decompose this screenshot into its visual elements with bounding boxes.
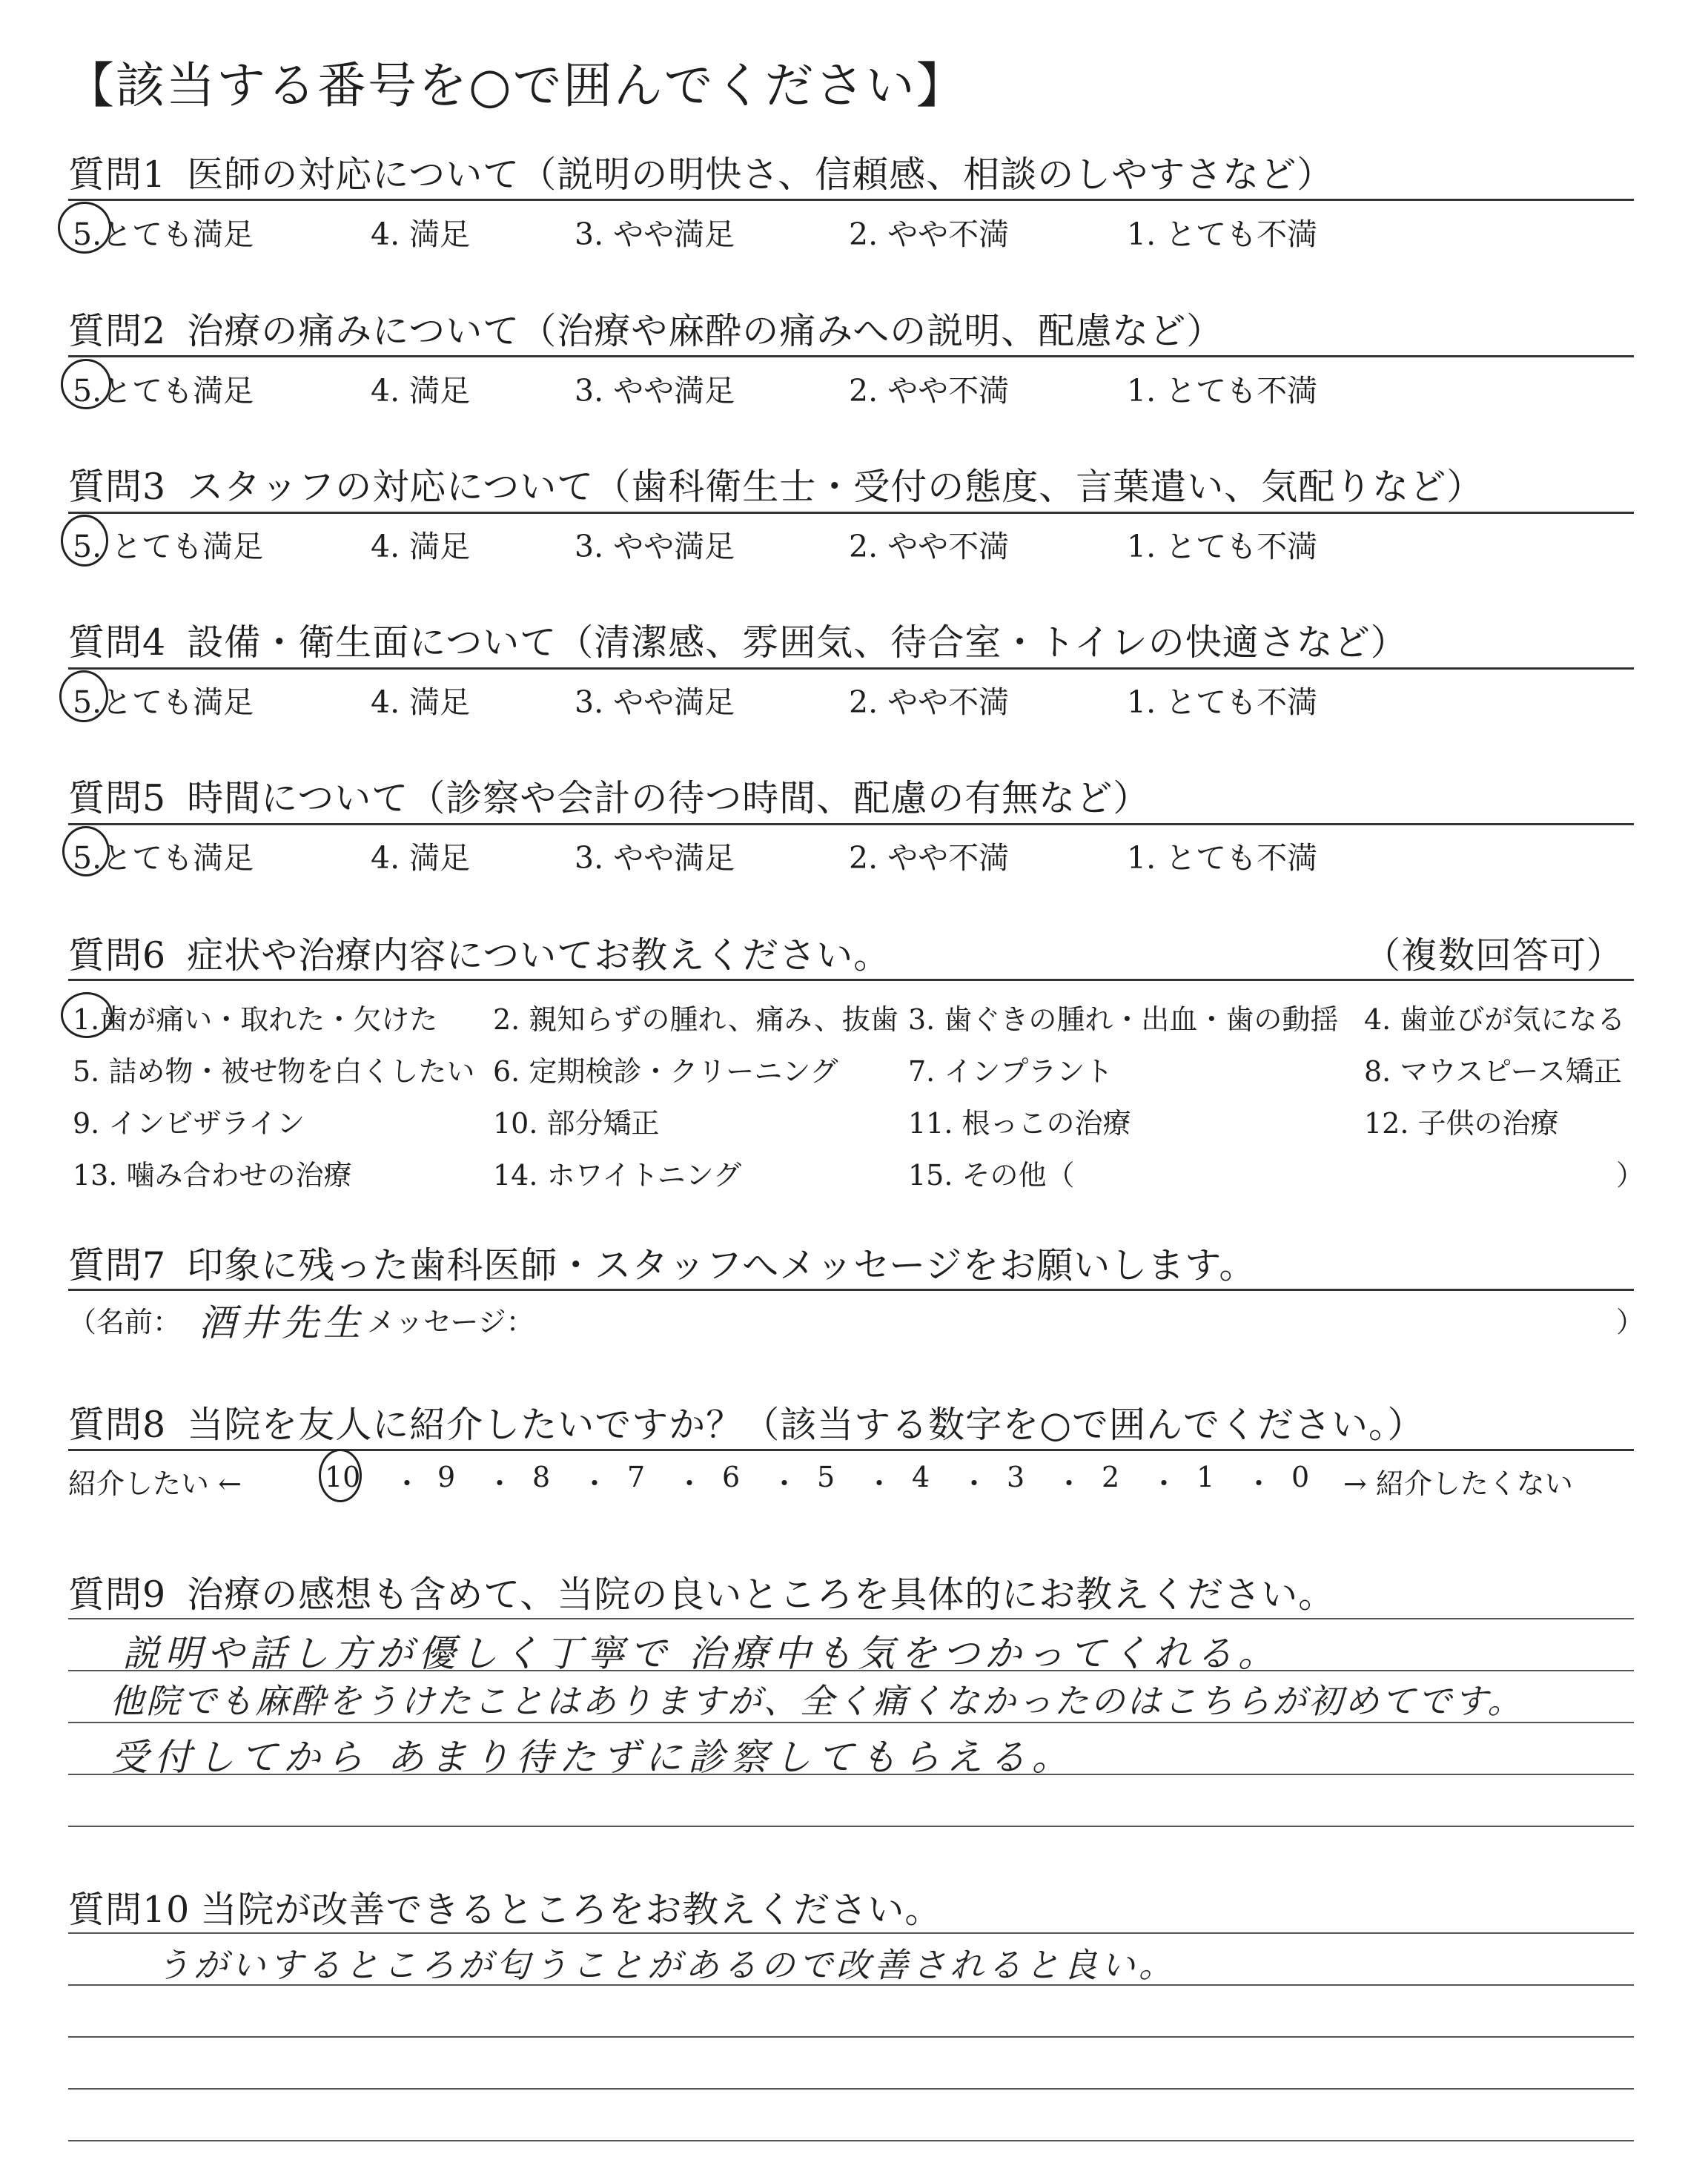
handwritten-answer-line: 受付してから あまり待たずに診察してもらえる。 <box>111 1736 1075 1779</box>
option-2[interactable]: 2. やや不満 <box>849 217 1010 252</box>
option-5[interactable]: 5.とても満足 <box>73 217 254 252</box>
divider <box>68 1449 1634 1451</box>
scale-dot: ・ <box>770 1467 799 1500</box>
recommend-9[interactable]: 9 <box>437 1461 456 1493</box>
name-handwriting: 酒井先生 <box>199 1301 365 1344</box>
symptom-item[interactable]: 11. 根っこの治療 <box>908 1107 1131 1140</box>
question-9 <box>68 1566 1335 1618</box>
recommend-right-label: → 紹介したくない <box>1343 1467 1573 1500</box>
symptom-item[interactable]: 5. 詰め物・被せ物を白くしたい <box>73 1055 475 1088</box>
symptom-item[interactable]: 14. ホワイトニング <box>493 1159 742 1192</box>
option-1[interactable]: 1. とても不満 <box>1127 840 1318 876</box>
option-3[interactable]: 3. やや満足 <box>575 217 735 252</box>
handwritten-answer-line: うがいするところが匂うことがあるので改善されると良い。 <box>156 1945 1176 1985</box>
answer-line <box>68 1618 1634 1619</box>
answer-line <box>68 1932 1634 1934</box>
message-label: メッセージ： <box>367 1306 534 1338</box>
question-5 <box>68 770 1150 822</box>
symptom-item[interactable]: 1.歯が痛い・取れた・欠けた <box>73 1003 438 1036</box>
question-label: 質問10 <box>68 1889 191 1931</box>
option-5[interactable]: 5.とても満足 <box>73 684 254 720</box>
option-1[interactable]: 1. とても不満 <box>1127 217 1318 252</box>
scale-dot: ・ <box>393 1467 422 1500</box>
question-label: 質問6 <box>68 934 167 977</box>
page-title: 【該当する番号を○で囲んでください】 <box>65 57 967 114</box>
scale-dot: ・ <box>1150 1467 1179 1500</box>
symptom-item[interactable]: 12. 子供の治療 <box>1364 1107 1559 1140</box>
symptom-item[interactable]: 8. マウスピース矯正 <box>1364 1055 1622 1088</box>
multiple-answers-note: （複数回答可） <box>1364 934 1624 977</box>
question-3 <box>68 458 1483 510</box>
symptom-item[interactable]: 4. 歯並びが気になる <box>1364 1003 1626 1036</box>
question-text: 症状や治療内容についてお教えください。 <box>187 934 891 977</box>
question-10 <box>68 1881 941 1933</box>
option-1[interactable]: 1. とても不満 <box>1127 373 1318 409</box>
question-text: 時間について（診察や会計の待つ時間、配慮の有無など） <box>187 777 1151 819</box>
question-text: 治療の痛みについて（治療や麻酔の痛みへの説明、配慮など） <box>187 310 1224 352</box>
question-2 <box>68 303 1223 354</box>
divider <box>68 512 1634 514</box>
handwritten-answer-line: 説明や話し方が優しく丁寧で 治療中も気をつかってくれる。 <box>122 1632 1280 1675</box>
question-label: 質問7 <box>68 1244 167 1287</box>
symptom-item[interactable]: 9. インビザライン <box>73 1107 305 1140</box>
question-text: 設備・衛生面について（清潔感、雰囲気、待合室・トイレの快適さなど） <box>187 621 1408 664</box>
question-label: 質問8 <box>68 1404 167 1446</box>
recommend-4[interactable]: 4 <box>912 1461 930 1493</box>
divider <box>68 1289 1634 1291</box>
answer-line <box>68 1826 1634 1827</box>
option-2[interactable]: 2. やや不満 <box>849 373 1010 409</box>
divider <box>68 667 1634 670</box>
divider <box>68 199 1634 201</box>
recommend-1[interactable]: 1 <box>1196 1461 1215 1493</box>
question-label: 質問5 <box>68 777 167 819</box>
answer-line <box>68 2036 1634 2038</box>
scale-dot: ・ <box>865 1467 894 1500</box>
question-text: 当院が改善できるところをお教えください。 <box>200 1889 942 1931</box>
recommend-3[interactable]: 3 <box>1007 1461 1025 1493</box>
divider <box>68 823 1634 825</box>
option-5[interactable]: 5.とても満足 <box>73 373 254 409</box>
symptom-item[interactable]: 10. 部分矯正 <box>493 1107 660 1140</box>
recommend-5[interactable]: 5 <box>817 1461 835 1493</box>
question-text: 治療の感想も含めて、当院の良いところを具体的にお教えください。 <box>187 1573 1336 1616</box>
option-3[interactable]: 3. やや満足 <box>575 529 735 564</box>
other-close-paren: ） <box>1616 1159 1645 1192</box>
recommend-10[interactable]: 10 <box>325 1461 361 1493</box>
option-5[interactable]: 5.とても満足 <box>73 840 254 876</box>
question-text: 医師の対応について（説明の明快さ、信頼感、相談のしやすさなど） <box>187 153 1334 196</box>
scale-dot: ・ <box>1245 1467 1274 1500</box>
answer-line <box>68 2088 1634 2090</box>
scale-dot: ・ <box>960 1467 989 1500</box>
option-3[interactable]: 3. やや満足 <box>575 684 735 720</box>
recommend-7[interactable]: 7 <box>627 1461 646 1493</box>
recommend-0[interactable]: 0 <box>1291 1461 1310 1493</box>
symptom-item[interactable]: 15. その他（ <box>908 1159 1075 1192</box>
scale-dot: ・ <box>1055 1467 1084 1500</box>
option-3[interactable]: 3. やや満足 <box>575 840 735 876</box>
question-label: 質問2 <box>68 310 167 352</box>
scale-dot: ・ <box>580 1467 609 1500</box>
symptom-item[interactable]: 7. インプラント <box>908 1055 1113 1088</box>
answer-line <box>68 2140 1634 2141</box>
option-4[interactable]: 4. 満足 <box>371 373 471 409</box>
recommend-6[interactable]: 6 <box>722 1461 741 1493</box>
message-close-paren: ） <box>1616 1306 1645 1338</box>
option-4[interactable]: 4. 満足 <box>371 529 471 564</box>
question-1 <box>68 146 1334 198</box>
question-8 <box>68 1396 1424 1448</box>
question-text: スタッフの対応について（歯科衛生士・受付の態度、言葉遣い、気配りなど） <box>187 466 1484 508</box>
symptom-item[interactable]: 2. 親知らずの腫れ、痛み、抜歯 <box>493 1003 898 1036</box>
question-text: 印象に残った歯科医師・スタッフへメッセージをお願いします。 <box>187 1244 1257 1287</box>
name-label: （名前： <box>68 1306 182 1338</box>
symptom-item[interactable]: 6. 定期検診・クリーニング <box>493 1055 838 1088</box>
scale-dot: ・ <box>675 1467 704 1500</box>
divider <box>68 355 1634 357</box>
option-2[interactable]: 2. やや不満 <box>849 529 1010 564</box>
question-label: 質問1 <box>68 153 167 196</box>
handwritten-answer-line: 他院でも麻酔をうけたことはありますが、全く痛くなかったのはこちらが初めてです。 <box>110 1681 1524 1721</box>
recommend-8[interactable]: 8 <box>532 1461 551 1493</box>
recommend-2[interactable]: 2 <box>1102 1461 1120 1493</box>
question-label: 質問3 <box>68 466 167 508</box>
question-7 <box>68 1237 1256 1289</box>
option-1[interactable]: 1. とても不満 <box>1127 529 1318 564</box>
option-4[interactable]: 4. 満足 <box>371 684 471 720</box>
symptom-item[interactable]: 13. 噛み合わせの治療 <box>73 1159 352 1192</box>
scale-dot: ・ <box>486 1467 514 1500</box>
question-label: 質問9 <box>68 1573 167 1616</box>
recommend-left-label: 紹介したい ← <box>68 1467 242 1500</box>
option-4[interactable]: 4. 満足 <box>371 217 471 252</box>
question-label: 質問4 <box>68 621 167 664</box>
symptom-item[interactable]: 3. 歯ぐきの腫れ・出血・歯の動揺 <box>908 1003 1339 1036</box>
question-text: 当院を友人に紹介したいですか？（該当する数字を○で囲んでください。） <box>187 1404 1425 1446</box>
option-5[interactable]: 5. とても満足 <box>73 529 264 564</box>
divider <box>68 979 1634 981</box>
option-1[interactable]: 1. とても不満 <box>1127 684 1318 720</box>
question-6 <box>68 927 890 979</box>
option-3[interactable]: 3. やや満足 <box>575 373 735 409</box>
option-2[interactable]: 2. やや不満 <box>849 840 1010 876</box>
question-4 <box>68 614 1408 666</box>
option-4[interactable]: 4. 満足 <box>371 840 471 876</box>
option-2[interactable]: 2. やや不満 <box>849 684 1010 720</box>
